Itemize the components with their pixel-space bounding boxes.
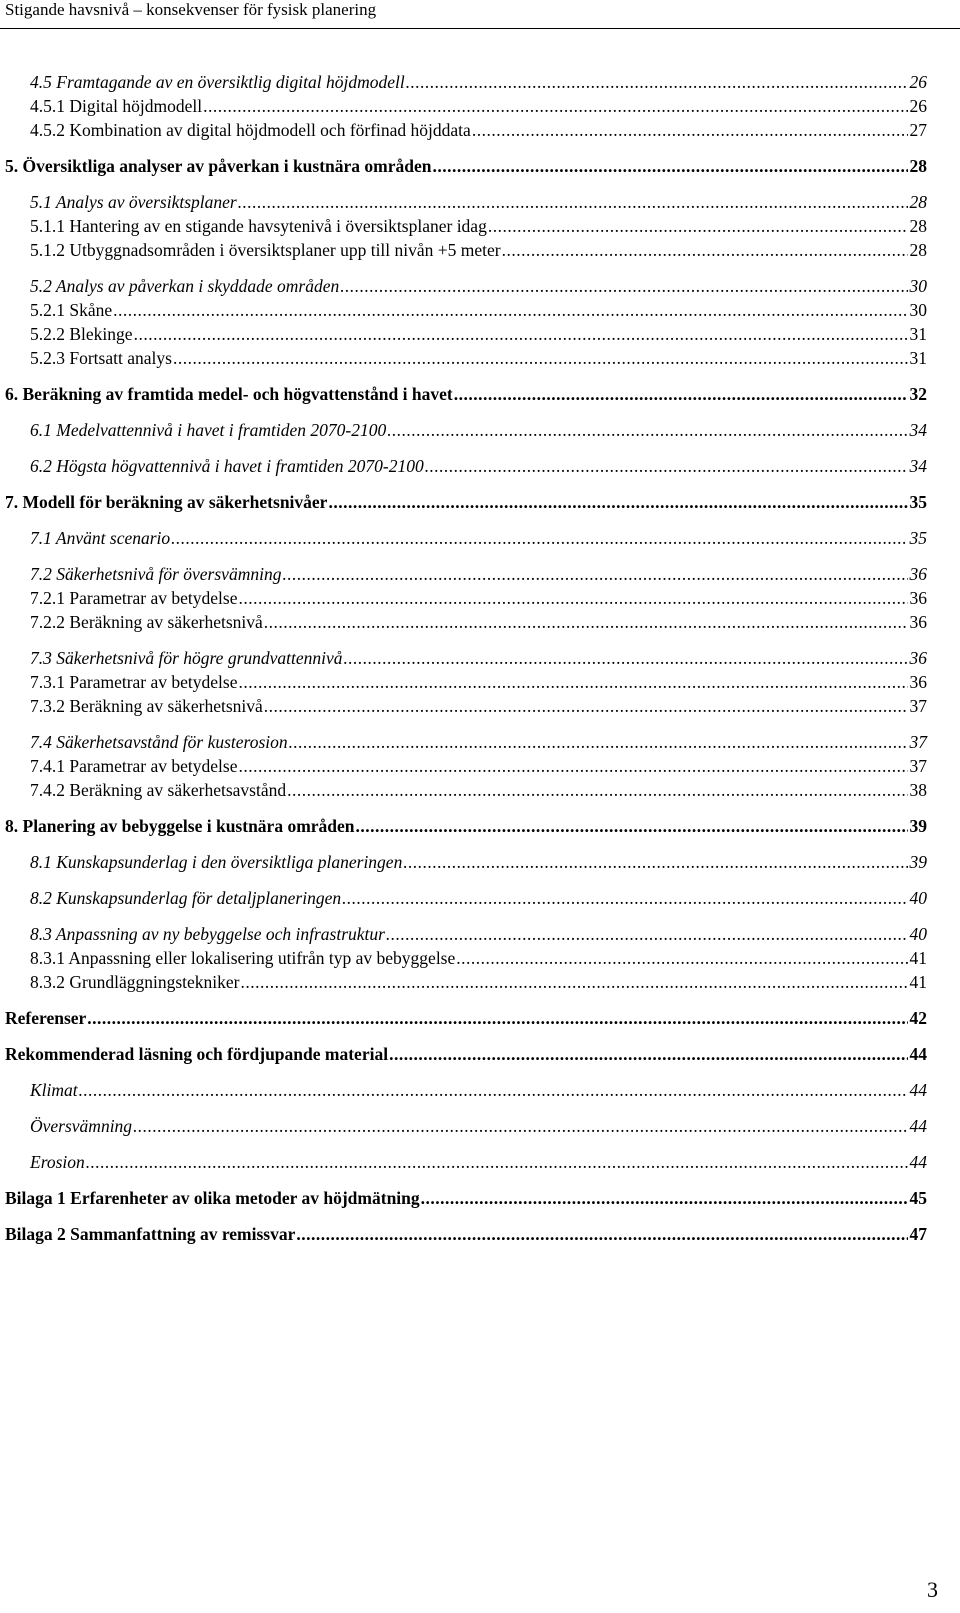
toc-entry[interactable] [30, 970, 927, 994]
toc-leader-dots [282, 562, 907, 586]
toc-leader-dots [421, 1186, 908, 1210]
toc-leader-dots [113, 298, 907, 322]
toc-entry[interactable] [30, 562, 927, 586]
toc-leader-dots [133, 1114, 907, 1138]
toc-entry-page: 26 [909, 96, 927, 116]
toc-leader-dots [87, 1006, 907, 1030]
page-number: 3 [927, 1577, 938, 1602]
toc-entry-title: 7.4.2 Beräkning av säkerhetsavstånd [30, 780, 287, 800]
toc-leader-dots [239, 670, 908, 694]
toc-entry[interactable] [30, 1078, 927, 1102]
toc-entry[interactable] [30, 70, 927, 94]
toc-entry-title: Referenser [5, 1008, 87, 1028]
toc-leader-dots [240, 970, 907, 994]
toc-entry-page: 36 [909, 588, 927, 608]
toc-entry-page: 41 [909, 948, 927, 968]
toc-entry-page: 41 [909, 972, 927, 992]
toc-entry-title: Klimat [30, 1080, 78, 1100]
toc-entry[interactable] [30, 886, 927, 910]
toc-entry-page: 28 [909, 216, 927, 236]
toc-entry-title: Rekommenderad läsning och fördjupande material [5, 1044, 389, 1064]
toc-entry-title: 8.3.1 Anpassning eller lokalisering utifrån typ av bebyggelse [30, 948, 456, 968]
toc-entry[interactable] [30, 454, 927, 478]
toc-entry-page: 37 [909, 732, 927, 752]
toc-entry-title: 5.1.1 Hantering av en stigande havsytenivå i översiktsplaner idag [30, 216, 487, 236]
toc-leader-dots [173, 346, 908, 370]
toc-entry-title: 7.3.2 Beräkning av säkerhetsnivå [30, 696, 263, 716]
toc-leader-dots [289, 730, 908, 754]
toc-leader-dots [406, 70, 908, 94]
toc-entry-title: Översvämning [30, 1116, 133, 1136]
toc-leader-dots [389, 1042, 907, 1066]
toc-entry[interactable] [30, 118, 927, 142]
toc-entry[interactable] [30, 322, 927, 346]
toc-entry[interactable] [30, 418, 927, 442]
toc-leader-dots [238, 190, 908, 214]
toc-entry[interactable] [30, 214, 927, 238]
toc-entry-title: 7.4 Säkerhetsavstånd för kusterosion [30, 732, 288, 752]
toc-entry[interactable] [30, 94, 927, 118]
toc-entry-title: 5.2 Analys av påverkan i skyddade områden [30, 276, 340, 296]
toc-entry-page: 28 [909, 240, 927, 260]
toc-leader-dots [454, 382, 908, 406]
toc-leader-dots [386, 922, 908, 946]
toc-entry[interactable] [30, 1114, 927, 1138]
toc-entry-title: 7.2.1 Parametrar av betydelse [30, 588, 238, 608]
toc-entry-page: 38 [909, 780, 927, 800]
toc-entry-page: 36 [909, 648, 927, 668]
toc-entry-title: 6. Beräkning av framtida medel- och högvattenstånd i havet [5, 384, 453, 404]
toc-leader-dots [328, 490, 907, 514]
toc-entry-page: 35 [909, 528, 927, 548]
toc-entry-page: 35 [909, 492, 927, 512]
toc-entry[interactable] [30, 526, 927, 550]
toc-entry-page: 30 [909, 300, 927, 320]
toc-entry[interactable] [30, 274, 927, 298]
running-header: Stigande havsnivå – konsekvenser för fysisk planering [5, 0, 377, 19]
toc-entry[interactable] [5, 1042, 927, 1066]
toc-entry-title: Erosion [30, 1152, 85, 1172]
toc-leader-dots [456, 946, 907, 970]
toc-leader-dots [171, 526, 907, 550]
toc-entry-page: 37 [909, 696, 927, 716]
toc-entry-title: Bilaga 1 Erfarenheter av olika metoder av höjdmätning [5, 1188, 420, 1208]
toc-entry[interactable] [30, 754, 927, 778]
toc-leader-dots [340, 274, 907, 298]
toc-entry-page: 44 [909, 1152, 927, 1172]
toc-entry-title: 7.2.2 Beräkning av säkerhetsnivå [30, 612, 263, 632]
toc-entry-title: 8.2 Kunskapsunderlag för detaljplaneringen [30, 888, 342, 908]
toc-entry-title: 8.3.2 Grundläggningstekniker [30, 972, 240, 992]
toc-leader-dots [203, 94, 907, 118]
toc-entry-page: 26 [909, 72, 927, 92]
toc-entry[interactable] [30, 730, 927, 754]
toc-entry-page: 44 [909, 1080, 927, 1100]
toc-entry[interactable] [5, 814, 927, 838]
toc-entry[interactable] [30, 190, 927, 214]
toc-entry-title: 5.2.3 Fortsatt analys [30, 348, 172, 368]
toc-entry-page: 28 [909, 192, 927, 212]
toc-entry-title: 5.2.1 Skåne [30, 300, 113, 320]
toc-entry-page: 27 [909, 120, 927, 140]
toc-entry-page: 47 [909, 1224, 927, 1244]
toc-leader-dots [239, 586, 908, 610]
toc-entry[interactable] [5, 1006, 927, 1030]
toc-entry-title: 8.1 Kunskapsunderlag i den översiktliga planeringen [30, 852, 403, 872]
toc-entry[interactable] [30, 670, 927, 694]
toc-entry[interactable] [30, 610, 927, 634]
toc-entry[interactable] [30, 238, 927, 262]
toc-entry[interactable] [5, 382, 927, 406]
toc-entry-page: 40 [909, 888, 927, 908]
toc-entry-title: Bilaga 2 Sammanfattning av remissvar [5, 1224, 296, 1244]
toc-entry-page: 31 [909, 324, 927, 344]
toc-entry-page: 39 [909, 816, 927, 836]
toc-leader-dots [433, 154, 908, 178]
toc-entry-title: 5. Översiktliga analyser av påverkan i kustnära områden [5, 156, 432, 176]
toc-leader-dots [79, 1078, 908, 1102]
toc-entry[interactable] [30, 586, 927, 610]
toc-entry-title: 4.5.1 Digital höjdmodell [30, 96, 203, 116]
toc-leader-dots [86, 1150, 908, 1174]
toc-entry-page: 36 [909, 672, 927, 692]
toc-entry-title: 5.1.2 Utbyggnadsområden i översiktsplaner upp till nivån +5 meter [30, 240, 501, 260]
toc-entry-page: 36 [909, 612, 927, 632]
toc-entry-title: 7.2 Säkerhetsnivå för översvämning [30, 564, 282, 584]
toc-entry[interactable] [30, 694, 927, 718]
toc-entry-page: 45 [909, 1188, 927, 1208]
header-rule [0, 28, 960, 29]
toc-entry-page: 30 [909, 276, 927, 296]
toc-entry[interactable] [5, 154, 927, 178]
toc-entry-title: 4.5 Framtagande av en översiktlig digital höjdmodell [30, 72, 405, 92]
toc-leader-dots [264, 694, 908, 718]
toc-entry-page: 28 [909, 156, 927, 176]
toc-entry[interactable] [30, 298, 927, 322]
toc-leader-dots [134, 322, 908, 346]
toc-entry[interactable] [5, 1186, 927, 1210]
toc-leader-dots [502, 238, 908, 262]
toc-leader-dots [264, 610, 908, 634]
toc-entry-page: 37 [909, 756, 927, 776]
toc-entry-title: 7.3.1 Parametrar av betydelse [30, 672, 238, 692]
toc-entry-title: 7.4.1 Parametrar av betydelse [30, 756, 238, 776]
toc-entry[interactable] [30, 646, 927, 670]
toc-entry-title: 5.1 Analys av översiktsplaner [30, 192, 237, 212]
toc-leader-dots [287, 778, 907, 802]
toc-entry-page: 34 [909, 456, 927, 476]
toc-entry-page: 39 [909, 852, 927, 872]
toc-entry-page: 31 [909, 348, 927, 368]
toc-entry-page: 34 [909, 420, 927, 440]
toc-entry[interactable] [30, 850, 927, 874]
toc-entry-title: 8.3 Anpassning av ny bebyggelse och infrastruktur [30, 924, 385, 944]
toc-entry[interactable] [30, 922, 927, 946]
toc-entry-page: 36 [909, 564, 927, 584]
toc-entry-title: 5.2.2 Blekinge [30, 324, 133, 344]
toc-entry[interactable] [5, 1222, 927, 1246]
toc-leader-dots [403, 850, 907, 874]
toc-leader-dots [488, 214, 908, 238]
toc-leader-dots [425, 454, 908, 478]
toc-entry-title: 6.1 Medelvattennivå i havet i framtiden 2070-2100 [30, 420, 387, 440]
toc-leader-dots [296, 1222, 907, 1246]
toc-entry[interactable] [5, 490, 927, 514]
toc-entry-title: 7. Modell för beräkning av säkerhetsnivåer [5, 492, 328, 512]
toc-leader-dots [239, 754, 908, 778]
toc-entry-page: 42 [909, 1008, 927, 1028]
toc-leader-dots [344, 646, 908, 670]
toc-leader-dots [472, 118, 908, 142]
toc-leader-dots [342, 886, 907, 910]
toc-entry[interactable] [30, 1150, 927, 1174]
toc-entry-page: 44 [909, 1116, 927, 1136]
toc-entry[interactable] [30, 346, 927, 370]
toc-entry-page: 44 [909, 1044, 927, 1064]
toc-entry-page: 40 [909, 924, 927, 944]
toc-entry-title: 7.3 Säkerhetsnivå för högre grundvattennivå [30, 648, 343, 668]
toc-entry[interactable] [30, 778, 927, 802]
toc-entry-page: 32 [909, 384, 927, 404]
toc-leader-dots [356, 814, 908, 838]
toc-entry-title: 6.2 Högsta högvattennivå i havet i framtiden 2070-2100 [30, 456, 424, 476]
toc-entry-title: 7.1 Använt scenario [30, 528, 171, 548]
toc-entry-title: 8. Planering av bebyggelse i kustnära områden [5, 816, 355, 836]
toc-entry-title: 4.5.2 Kombination av digital höjdmodell och förfinad höjddata [30, 120, 471, 140]
toc-entry[interactable] [30, 946, 927, 970]
toc-leader-dots [387, 418, 907, 442]
